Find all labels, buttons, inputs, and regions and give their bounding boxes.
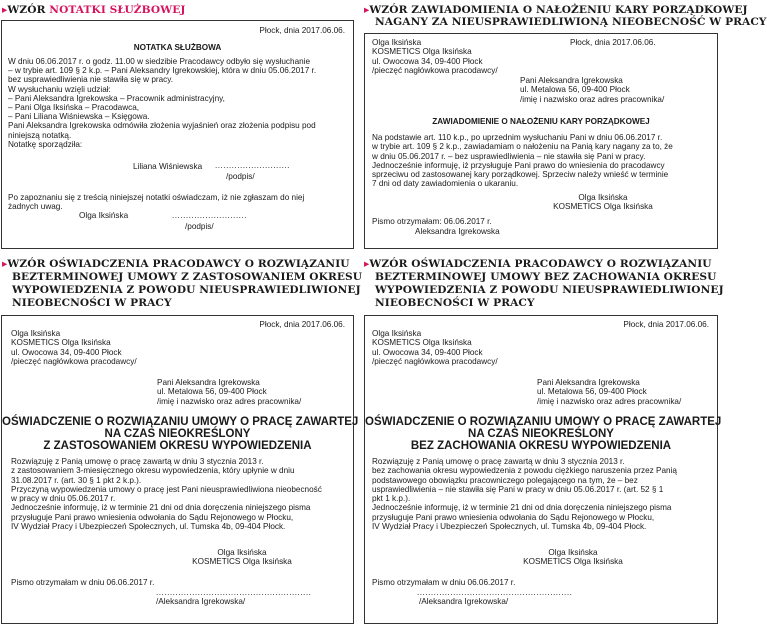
signature-caption: /Aleksandra Igrekowska/ [419, 597, 509, 606]
form-title: ZAWIADOMIENIE O NAŁOŻENIU KARY PORZĄDKOWEJ [432, 117, 650, 126]
signer-block: Olga Iksińska KOSMETICS Olga Iksińska [523, 548, 623, 567]
employer-block: Olga Iksińska KOSMETICS Olga Iksińska ul. Owocowa 34, 09-400 Płock /pieczęć nagłówkowa pracodawcy/ [11, 329, 137, 366]
signature-line: ........................................................ [417, 588, 573, 597]
employer-block: Olga Iksińska KOSMETICS Olga Iksińska ul. Owocowa 34, 09-400 Płock /pieczęć nagłówkowa pracodawcy/ [372, 329, 498, 366]
form-box [364, 315, 722, 624]
employer-block: Olga Iksińska KOSMETICS Olga Iksińska ul. Owocowa 34, 09-400 Płock /pieczęć nagłówkowa pracodawcy/ [372, 38, 498, 75]
form-title: OŚWIADCZENIE O ROZWIĄZANIU UMOWY O PRACĘ ZAWARTEJ NA CZAS NIEOKREŚLONY BEZ ZACHOWANIA OKRESU WYPOWIEDZENIA [365, 416, 722, 452]
arrow-icon: ▸ [2, 4, 8, 16]
signer-name: Olga Iksińska [79, 211, 129, 220]
employee-block: Pani Aleksandra Igrekowska ul. Metalowa 56, 09-400 Płock /imię i nazwisko oraz adres pracownika/ [157, 378, 302, 406]
panel-header: ▸WZÓR OŚWIADCZENIA PRACODAWCY O ROZWIĄZANIU [2, 258, 350, 270]
arrow-icon: ▸ [2, 258, 8, 270]
received-text: Pismo otrzymałam: 06.06.2017 r. [372, 217, 492, 226]
arrow-icon: ▸ [364, 258, 370, 270]
signature-caption: /podpis/ [226, 172, 255, 181]
received-name: Aleksandra Igrekowska [415, 227, 500, 236]
signer-block: Olga Iksińska KOSMETICS Olga Iksińska [192, 548, 292, 567]
panel-header: ▸WZÓR NOTATKI SŁUŻBOWEJ [2, 4, 186, 16]
signature-caption: /podpis/ [185, 222, 214, 231]
panel-subheader: BEZTERMINOWEJ UMOWY BEZ ZACHOWANIA OKRESU WYPOWIEDZENIA Z POWODU NIEUSPRAWIEDLIWIONEJ NIEOBECNOŚCI W PRACY [375, 271, 724, 309]
place-date: Płock, dnia 2017.06.06. [623, 320, 709, 329]
place-date: Płock, dnia 2017.06.06. [259, 320, 345, 329]
place-date: Płock, dnia 2017.06.06. [570, 38, 656, 47]
signature-line: ........................................................ [156, 588, 312, 597]
closing-text: Po zapoznaniu się z treścią niniejszej notatki oświadczam, iż nie zgłaszam do niej żadnych uwag. [8, 193, 305, 212]
form-title: NOTATKA SŁUŻBOWA [133, 43, 222, 52]
signature-line: ........................... [172, 211, 247, 220]
arrow-icon: ▸ [364, 4, 370, 16]
signature-caption: /Aleksandra Igrekowska/ [156, 597, 246, 606]
received-text: Pismo otrzymałam w dniu 06.06.2017 r. [11, 578, 155, 587]
form-body: Rozwiązuję z Panią umowę o pracę zawartą w dniu 3 stycznia 2013 r. z zastosowaniem 3-miesięcznego okresu wypowiedzenia, który upłynie w dniu 31.08.2017 r. (art. 30 § 1 pkt 2 k.p.). Przyczyną wypowiedzenia umowy o pracę jest Pani nieusprawiedliwiona nieobecność w pracy w dniu 05.06.2017 r. Jednocześnie informuję, iż w terminie 21 dni od dnia doręczenia niniejszego pisma przysługuje Pani prawo wniesienia odwołania do Sądu Rejonowego w Płocku, IV Wydział Pracy i Ubezpieczeń Społecznych, ul. Tumska 4b, 09-404 Płock. [11, 457, 322, 532]
panel-subheader: NAGANY ZA NIEUSPRAWIEDLIWIONĄ NIEOBECNOŚĆ W PRACY [375, 16, 767, 28]
form-body: W dniu 06.06.2017 r. o godz. 11.00 w siedzibie Pracodawcy odbyło się wysłuchanie – w trybie art. 109 § 2 k.p. – Pani Aleksandry Igrekowskiej, która w dniu 05.06.2017 r. bez usprawiedliwienia nie stawiła się w pracy. W wysłuchaniu wzięli udział: – Pani Aleksandra Igrekowska – Pracownik administracyjny, – Pani Olga Iksińska – Pracodawca, – Pani Liliana Wiśniewska – Księgowa. Pani Aleksandra Igrekowska odmówiła złożenia wyjaśnień oraz złożenia podpisu pod niniejszą notatką. Notatkę sporządziła: [8, 57, 317, 149]
form-box [1, 315, 359, 624]
panel-header: ▸WZÓR OŚWIADCZENIA PRACODAWCY O ROZWIĄZANIU [364, 258, 712, 270]
form-box [1, 20, 354, 249]
signature-line: ........................... [215, 161, 290, 170]
employee-block: Pani Aleksandra Igrekowska ul. Metalowa 56, 09-400 Płock /imię i nazwisko oraz adres pracownika/ [520, 76, 665, 104]
received-text: Pismo otrzymałam w dniu 06.06.2017 r. [372, 578, 516, 587]
panel-subheader: BEZTERMINOWEJ UMOWY Z ZASTOSOWANIEM OKRESU WYPOWIEDZENIA Z POWODU NIEUSPRAWIEDLIWIONEJ NIEOBECNOŚCI W PRACY [12, 271, 363, 309]
place-date: Płock, dnia 2017.06.06. [259, 26, 345, 35]
form-box [364, 33, 718, 249]
form-body: Na podstawie art. 110 k.p., po uprzednim wysłuchaniu Pani w dniu 06.06.2017 r. w trybie art. 109 § 2 k.p., zawiadamiam o nałożeniu na Panią kary nagany za to, że w dniu 05.06.2017 r. – bez usprawiedliwienia – nie stawiła się Pani w pracy. Jednocześnie informuję, iż przysługuje Pani prawo do wniesienia do pracodawcy sprzeciwu od zastosowanej kary porządkowej. Sprzeciw należy wnieść w terminie 7 dni od daty zawiadomienia o ukaraniu. [372, 133, 673, 189]
form-title: OŚWIADCZENIE O ROZWIĄZANIU UMOWY O PRACĘ ZAWARTEJ NA CZAS NIEOKREŚLONY Z ZASTOSOWANIEM OKRESU WYPOWIEDZENIA [2, 416, 359, 452]
employee-block: Pani Aleksandra Igrekowska ul. Metalowa 56, 09-400 Płock /imię i nazwisko oraz adres pracownika/ [537, 378, 682, 406]
form-body: Rozwiązuję z Panią umowę o pracę zawartą w dniu 3 stycznia 2013 r. bez zachowania okresu wypowiedzenia z powodu ciężkiego naruszenia przez Panią podstawowego obowiązku pracowniczego polegającego na tym, że – bez usprawiedliwienia – nie stawiła się Pani w pracy w dniu 05.06.2017 r. (art. 52 § 1 pkt 1 k.p.). Jednocześnie informuję, iż w terminie 21 dni od dnia doręczenia niniejszego pisma przysługuje Pani prawo wniesienia odwołania do Sądu Rejonowego w Płocku, IV Wydział Pracy i Ubezpieczeń Społecznych, ul. Tumska 4b, 09-404 Płock. [372, 457, 677, 532]
signer-name: Liliana Wiśniewska [133, 162, 203, 171]
panel-header: ▸WZÓR ZAWIADOMIENIA O NAŁOŻENIU KARY PORZĄDKOWEJ [364, 4, 748, 16]
signer-block: Olga Iksińska KOSMETICS Olga Iksińska [553, 193, 653, 212]
